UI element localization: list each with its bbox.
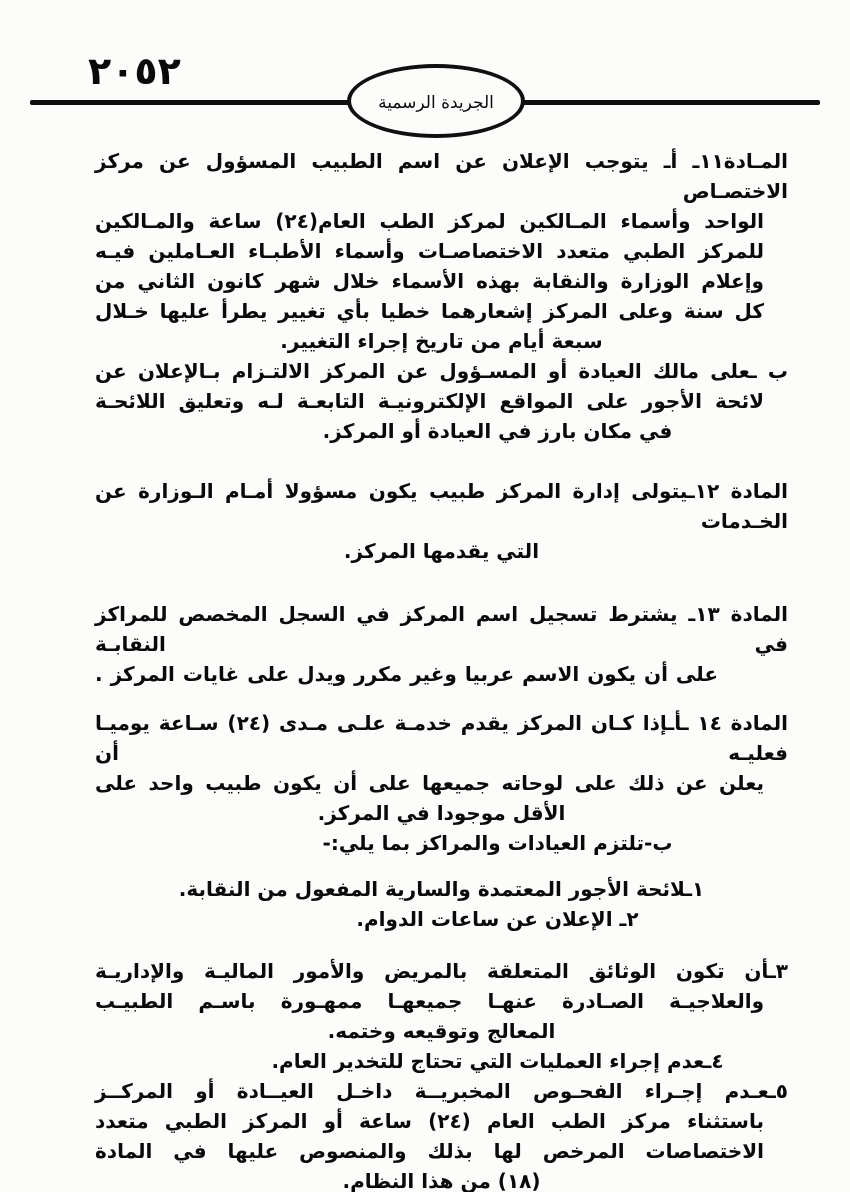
text-line: باستثناء مركز الطب العام (٢٤) ساعة أو المركز الطبي متعدد [95, 1109, 764, 1133]
text-line: كل سنة وعلى المركز إشعارهما خطيا بأي تغيير يطرأ عليها خـلال [95, 299, 764, 323]
text-line: الأقل موجودا في المركز. [317, 801, 566, 825]
text-line: على أن يكون الاسم عربيا وغير مكرر ويدل على غايات المركز . [95, 662, 718, 686]
text-line: يعلن عن ذلك على لوحاته جميعها على أن يكون طبيب واحد على [95, 771, 764, 795]
article-12 [95, 476, 788, 566]
text-line: المـادة١١ـ أـ يتوجب الإعلان عن اسم الطبيب المسؤول عن مركز الاختصـاص [95, 149, 788, 203]
text-line: لائحة الأجور على المواقع الإلكترونيـة التابعـة لـه وتعليق اللائحـة [95, 389, 764, 413]
text-line: ٢ـ الإعلان عن ساعات الدوام. [356, 907, 639, 931]
text-line: الاختصاصات المرخص لها بذلك والمنصوص عليها في المادة [95, 1139, 764, 1163]
text-line: التي يقدمها المركز. [343, 539, 540, 563]
text-line: ٤ـعدم إجراء العمليات التي تحتاج للتخدير العام. [271, 1049, 724, 1073]
text-line: ٥ـعـدم إجـراء الفحـوص المخبريــة داخـل العيــادة أو المركــز [95, 1079, 788, 1103]
text-line: ٣ـأن تكون الوثائق المتعلقة بالمريض والأمور الماليـة والإداريـة [95, 959, 788, 983]
item-3 [95, 956, 788, 1046]
text-line: ب ـعلى مالك العيادة أو المسـؤول عن المركز الالتـزام بـالإعلان عن [95, 359, 788, 383]
text-line: سبعة أيام من تاريخ إجراء التغيير. [280, 329, 603, 353]
text-line: المعالج وتوقيعه وختمه. [327, 1019, 556, 1043]
text-line: (١٨) من هذا النظام. [342, 1169, 541, 1192]
text-line: ١ـلائحة الأجور المعتمدة والسارية المفعول من النقابة. [178, 877, 705, 901]
item-4 [95, 1046, 788, 1076]
text-line: المادة ١٢ـيتولى إدارة المركز طبيب يكون مسؤولا أمـام الـوزارة عن الخـدمات [95, 479, 788, 533]
text-line: ب-تلتزم العيادات والمراكز بما يلي:- [322, 831, 673, 855]
gazette-oval [347, 64, 525, 138]
text-line: الواحد وأسماء المـالكين لمركز الطب العام(٢٤) ساعة والمـالكين [95, 209, 765, 233]
text-line: والعلاجيـة الصـادرة عنهـا جميعهـا ممهـورة باسـم الطبيـب [95, 989, 764, 1013]
item-5 [95, 1076, 788, 1192]
article-11 [95, 146, 788, 446]
page-number: ٢٠٥٢ [88, 49, 181, 93]
item-2 [95, 904, 788, 934]
text-line: المادة ١٣ـ يشترط تسجيل اسم المركز في السجل المخصص للمراكز في النقابـة [95, 602, 788, 656]
text-line: للمركز الطبي متعدد الاختصاصـات وأسماء الأطبـاء العـاملين فيـه [95, 239, 764, 263]
text-line: المادة ١٤ ـأـإذا كـان المركز يقدم خدمـة علـى مـدى (٢٤) سـاعة يوميـا فعليـه أن [95, 711, 789, 765]
gazette-title: الجريدة الرسمية [378, 93, 494, 113]
document-body [95, 146, 788, 1192]
article-13 [95, 599, 788, 689]
item-1 [95, 874, 788, 904]
text-line: في مكان بارز في العيادة أو المركز. [322, 419, 673, 443]
article-14 [95, 708, 788, 858]
text-line: وإعلام الوزارة والنقابة بهذه الأسماء خلال شهر كانون الثاني من [95, 269, 764, 293]
